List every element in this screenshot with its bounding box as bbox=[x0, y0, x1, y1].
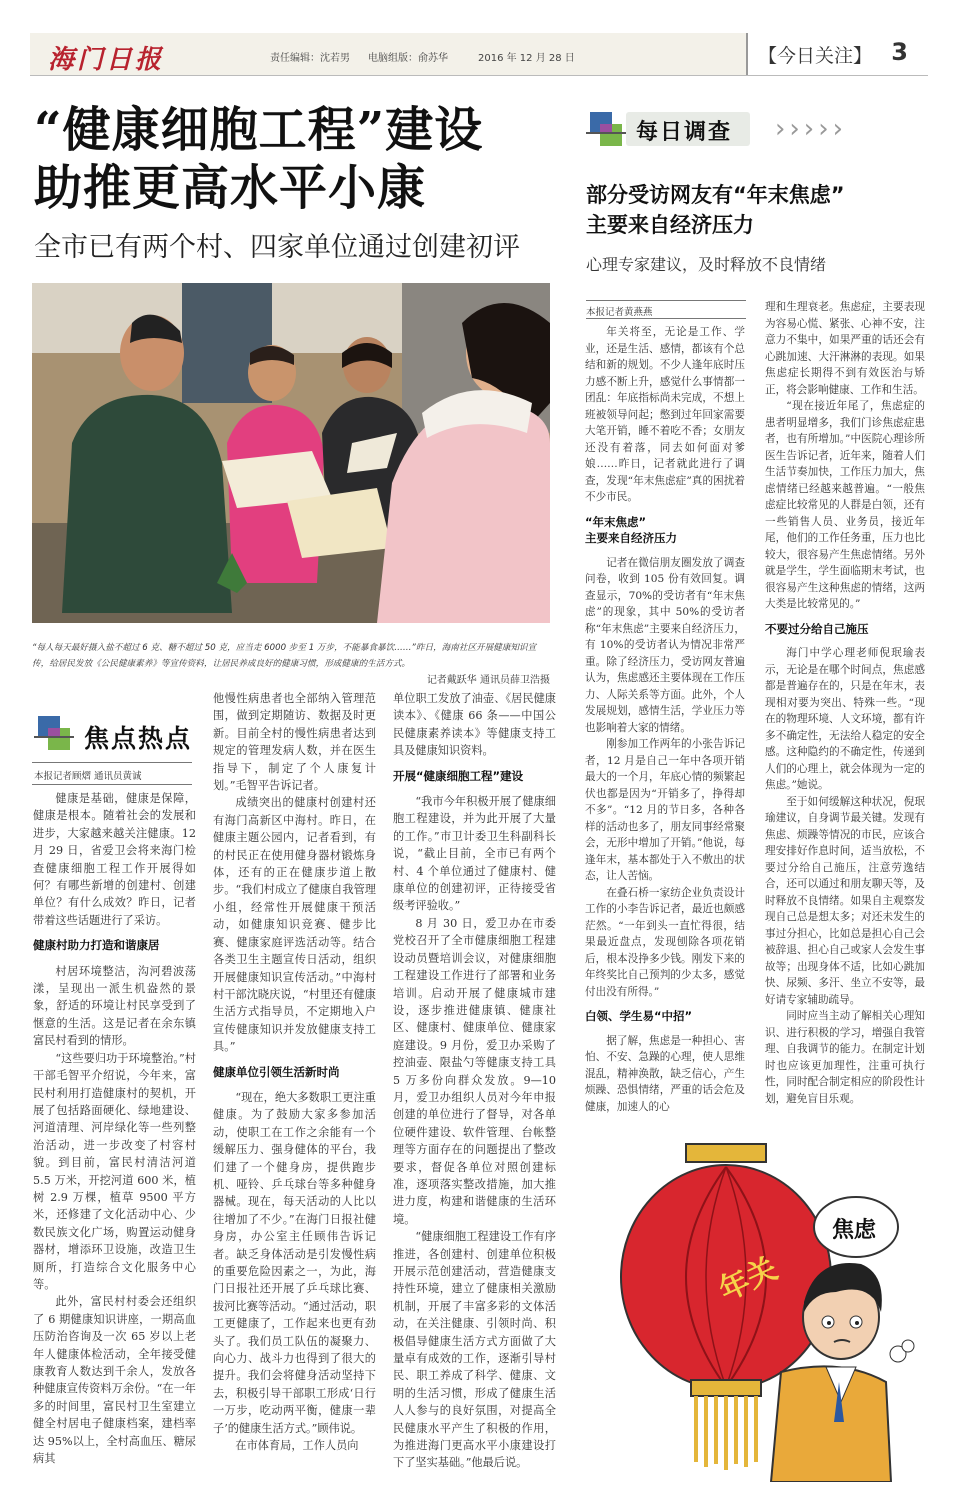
photo-credit: 记者戴跃华 通讯员薛卫浩摄 bbox=[426, 675, 550, 686]
article-paragraph: “现在接近年尾了，焦虑症的患者明显增多，我们门诊焦虑症患者，也有所增加。”中医院心理诊所医生告诉记者，近年来，随着人们生活节奏加快，工作压力加大，焦虑情绪已经越来越普遍。“一般焦虑症比较常见的人群是白领，还有一些销售人员、业务员，接近年尾，他们的工作任务重，压力也比较大，很容易产生焦虑情绪。另外就是学生，学生面临期末考试，也很容易产生这种焦虑的情绪，这两大类是比较常见的。” bbox=[765, 400, 925, 610]
article-paragraph: “现在，绝大多数职工更注重健康。为了鼓励大家多参加活动，使职工在工作之余能有一个缓解压力、强身健体的平台，我们建了一个健身房，提供跑步机、哑铃、乒乓球台等多种健身器械。现在，每天活动的人比以往增加了不少。”在海门日报社健身房，办公室主任顾伟告诉记者。缺乏身体活动是引发慢性病的重要危险因素之一，为此，海门日报社还开展了乒乓球比赛、拔河比赛等活动。“通过活动，职工更健康了，工作起来也更有劲头了。我们员工队伍的凝聚力、向心力、战斗力也得到了很大的提升。我们会将健身活动坚持下去，积极引导干部职工形成‘日行一万步，吃动两平衡，健康一辈子’的健康生活方式。”顾伟说。 bbox=[213, 1090, 376, 1435]
banner-square-icon bbox=[586, 110, 626, 150]
news-photo bbox=[32, 283, 550, 623]
banner-square-icon bbox=[34, 714, 74, 754]
article-paragraph: 村居环境整洁，沟河碧波荡漾，呈现出一派生机盎然的景象，舒适的环境让村民享受到了惬意的生活。这是记者在余东镇富民村看到的情形。 bbox=[33, 964, 196, 1048]
article-paragraph: 成绩突出的健康村创建村还有海门高新区中海村。昨日，在健康主题公园内，记者看到，有的村民正在使用健身器材锻炼身体，还有的正在健康步道上散步。“我们村成立了健康自我管理小组，经常性开展健康干预活动，如健康知识竞赛、健步比赛、健康家庭评选活动等。结合各类卫生主题宣传日活动，组织开展健康知识宣传活动。”中海村村干部沈晓庆说，“村里还有健康生活方式指导员，不定期地入户宣传健康知识并发放健康支持工具。” bbox=[213, 796, 376, 1054]
survey-banner-title: 每日调查 bbox=[636, 120, 733, 145]
article-paragraph: 海门中学心理老师倪珉瑜表示，无论是在哪个时间点，焦虑感都是普遍存在的，只是在年末，表现相对要为突出、特殊一些。“现在的物理环境、人文环境，都有许多不确定性，无法给人稳定的安全感。这种隐约的不确定性，传递到人们的心理上，就会体现为一定的焦虑。”她说。 bbox=[765, 647, 925, 791]
main-article-column-2 bbox=[213, 690, 376, 1454]
article-paragraph: 据了解，焦虑是一种担心、害怕、不安、急躁的心理，使人思维混乱，精神涣散，缺乏信心，产生烦躁、恐惧情绪，严重的话会危及健康，加速人的心 bbox=[585, 1034, 745, 1113]
main-headline-line2: 助推更高水平小康 bbox=[34, 160, 427, 216]
article-paragraph: 他慢性病患者也全部纳入管理范围，做到定期随访、数据及时更新。目前全村的慢性病患者达到规定的管理发病人数，并在医生指导下，制定了个人康复计划。”毛智平告诉记者。 bbox=[213, 692, 376, 793]
main-subhead: 全市已有两个村、四家单位通过创建初评 bbox=[34, 232, 520, 263]
article-paragraph: 刚参加工作两年的小张告诉记者，12 月是自己一年中各项开销最大的一个月，年底心情的频繁起伏也都是因为“开销多了，挣得却不多”。“12 月的节日多，各种各样的活动也多了，朋友同事经常聚会，无形中增加了开销。”他说，每逢年末，基本都处于入不敷出的状态，让人苦恼。 bbox=[585, 738, 745, 882]
article-paragraph: 同时应当主动了解相关心理知识、进行积极的学习，增强自我管理、自我调节的能力。在制定计划时也应该更加理性，注重可执行性，同时配合制定相应的阶段性计划，避免盲目乐观。 bbox=[765, 1010, 925, 1105]
article-paragraph: 理和生理衰老。焦虑症，主要表现为容易心慌、紧张、心神不安，注意力不集中，如果严重的话还会有心跳加速、大汗淋淋的表现。如果焦虑症长期得不到有效医治与矫正，将会影响健康、工作和生活。 bbox=[765, 301, 925, 396]
article-paragraph: 年关将至，无论是工作、学业，还是生活、感情，都该有个总结和新的规划。不少人逢年底时压力感不断上升，感觉什么事情都一团乱：年底指标尚未完成，不想上班被领导问起；憋到过年回家需要大笔开销，睡不着吃不香；女朋友还没有着落，同去如何面对爹娘……昨日，记者就此进行了调查，发现“年末焦虑症”真的困扰着不少市民。 bbox=[585, 326, 745, 503]
article-subheading: “年末焦虑” 主要来自经济压力 bbox=[585, 514, 677, 545]
issue-date: 2016 年 12 月 28 日 bbox=[478, 53, 575, 64]
article-subheading: 白领、学生易“中招” bbox=[585, 1009, 693, 1023]
main-article-column-3 bbox=[393, 690, 556, 1472]
survey-headline-line2: 主要来自经济压力 bbox=[586, 213, 754, 237]
editor-credit: 责任编辑：沈若男 bbox=[270, 53, 350, 64]
focus-byline: 本报记者顾熠 通讯员黄诚 bbox=[34, 771, 142, 782]
section-banner-focus bbox=[34, 712, 194, 756]
section-label: 【今日关注】 bbox=[758, 45, 873, 67]
divider bbox=[586, 300, 746, 301]
article-paragraph: “我市今年积极开展了健康细胞工程建设，并为此开展了大量的工作。”市卫计委卫生科副科长说，“截止目前，全市已有两个村、4 个单位通过了健康村、健康单位的创建初评，正待接受省级考评验收。” bbox=[393, 795, 556, 913]
photo-illustration bbox=[32, 283, 550, 623]
survey-headline bbox=[586, 180, 926, 240]
divider bbox=[586, 318, 746, 319]
masthead: 海门日报 bbox=[48, 45, 165, 75]
divider bbox=[32, 784, 192, 785]
photo-caption: “每人每天最好摄入盐不超过 6 克、糖不超过 50 克，应当走 6000 步至 1 万步，不能暴食暴饮……”昨日，海南社区开展健康知识宣传，给居民发放《公民健康素养》等宣传资料，让居民养成良好的健康习惯，形成健康的生活方式。 bbox=[32, 643, 537, 669]
main-headline-line1: “健康细胞工程”建设 bbox=[34, 102, 484, 158]
survey-article-column-2 bbox=[765, 299, 925, 1107]
article-paragraph: “健康细胞工程建设工作有序推进，各创建村、创建单位积极开展示范创建活动，营造健康支持性环境，建立了健康相关激励机制，开展了丰富多彩的文体活动，在关注健康、引领时尚、积极倡导健康生活方式方面做了大量卓有成效的工作，逐渐引导村民、职工养成了科学、健康、文明的生活习惯，形成了健康生活人人参与的良好氛围，对提高全民健康水平产生了积极的作用，为推进海门更高水平小康建设打下了坚实基础。”他最后说。 bbox=[393, 1230, 556, 1470]
main-article-column-1 bbox=[33, 790, 196, 1467]
lantern-text: 年关 bbox=[713, 1251, 783, 1309]
article-subheading: 不要过分给自己施压 bbox=[765, 621, 869, 636]
divider bbox=[32, 762, 192, 763]
article-paragraph: 单位职工发放了油壶、《居民健康读本》、《健康 66 条——中国公民健康素养读本》等健康支持工具及健康知识资料。 bbox=[393, 692, 556, 758]
speech-bubble-text: 焦虑 bbox=[832, 1218, 877, 1243]
anxiety-cartoon bbox=[586, 1142, 926, 1482]
survey-headline-line1: 部分受访网友有“年末焦虑” bbox=[586, 183, 845, 207]
article-paragraph: 此外，富民村村委会还组织了 6 期健康知识讲座，一期高血压防治咨询及一次 65 岁以上老年人健康体检活动，全年接受健康教育人数达到千余人，发放各种健康宣传资料万余份。“在一年多的时间里，富民村卫生室建立健全村居电子健康档案，建档率达 95%以上，全村高血压、糖尿病其 bbox=[33, 1295, 196, 1466]
article-paragraph: 在叠石桥一家纺企业负责设计工作的小李告诉记者，最近也颇感茫然。“一年到头一直忙得很，结果最近盘点，发现刨除各项花销后，根本没挣多少钱。刚发下来的年终奖比自己预判的少太多，感觉付出没有所得。” bbox=[585, 886, 745, 998]
survey-subhead: 心理专家建议，及时释放不良情绪 bbox=[586, 255, 827, 274]
article-subheading: 健康村助力打造和谐康居 bbox=[33, 938, 160, 953]
survey-byline: 本报记者黄燕燕 bbox=[586, 307, 653, 318]
article-paragraph: 至于如何缓解这种状况，倪珉瑜建议，自身调节最关键。发现有焦虑、烦躁等情况的市民，应该合理安排好作息时间，适当放松，不要过分给自己施压，注意劳逸结合，还可以通过和朋友聊天等，及时释放不良情绪。如果自主观察发现自己总是想太多；对还未发生的事过分担心，比如总是担心自己会被辞退、担心自己或家人会发生事故等；出现身体不适，比如心跳加快、尿频、多汗、坐立不安等，最好请专家辅助疏导。 bbox=[765, 795, 925, 1006]
page-header bbox=[30, 33, 928, 76]
article-paragraph: “这些要归功于环境整治。”村干部毛智平介绍说，今年来，富民村利用打造健康村的契机，开展了包括路面硬化、绿地建设、河道清理、河岸绿化等一些列整治活动，进一步改变了村容村貌。到目前，富民村清洁河道 5.5 万米，开挖河道 600 米，植树 2.9 万棵，植草 9500 平方米，还修建了文化活动中心、少数民族文化广场，购置运动健身器材，增添环卫设施，改造卫生厕所，打造综合文化服务中心等。 bbox=[33, 1051, 196, 1291]
section-box bbox=[746, 33, 930, 75]
page-number: 3 bbox=[891, 38, 908, 66]
article-paragraph: 8 月 30 日，爱卫办在市委党校召开了全市健康细胞工程建设动员暨培训会议，对健康细胞工程建设工作进行了部署和业务培训。启动开展了健康城市建设，逐步推进健康镇、健康社区、健康村、健康单位、健康家庭建设。9 月份，爱卫办采购了控油壶、限盐勺等健康支持工具 5 万多份向群众发放。9—10 月，爱卫办组织人员对今年申报创建的单位进行了督导，对各单位硬件建设、软件管理、台帐整理等方面存在的问题提出了整改要求，督促各单位对照创建标准，逐项落实整改措施，加大推进力度，构建和谐健康的生活环境。 bbox=[393, 916, 556, 1226]
section-banner-survey bbox=[586, 110, 766, 154]
survey-article-column-1 bbox=[585, 324, 745, 1115]
article-paragraph: 健康是基础，健康是保障，健康是根本。随着社会的发展和进步，大家越来越关注健康。12 月 29 日，省爱卫会将来海门检查健康细胞工程工作开展得如何？有哪些新增的创建村、创建单位？有什么成效？昨日，记者带着这些话题进行了采访。 bbox=[33, 792, 196, 927]
chevron-icon: ››››› bbox=[775, 114, 847, 144]
article-subheading: 开展“健康细胞工程”建设 bbox=[393, 768, 524, 783]
article-subheading: 健康单位引领生活新时尚 bbox=[213, 1064, 340, 1079]
focus-banner-title: 焦点热点 bbox=[84, 724, 193, 753]
article-paragraph: 在市体育局，工作人员向 bbox=[235, 1439, 359, 1453]
article-paragraph: 记者在微信朋友圈发放了调查问卷，收到 105 份有效回复。调查显示，70%的受访者有“年末焦虑”的现象，其中 50%的受访者称“年末焦虑”主要来自经济压力，有 10%的受访者认为情况非常严重。除了经济压力，受访网友普遍认为，焦虑感还主要体现在工作压力、人际关系等方面。此外，个人发展规划，感情生活，学业压力等也影响着大家的情绪。 bbox=[585, 556, 745, 734]
layout-credit: 电脑组版：俞苏华 bbox=[368, 53, 448, 64]
cartoon-illustration bbox=[586, 1142, 926, 1482]
